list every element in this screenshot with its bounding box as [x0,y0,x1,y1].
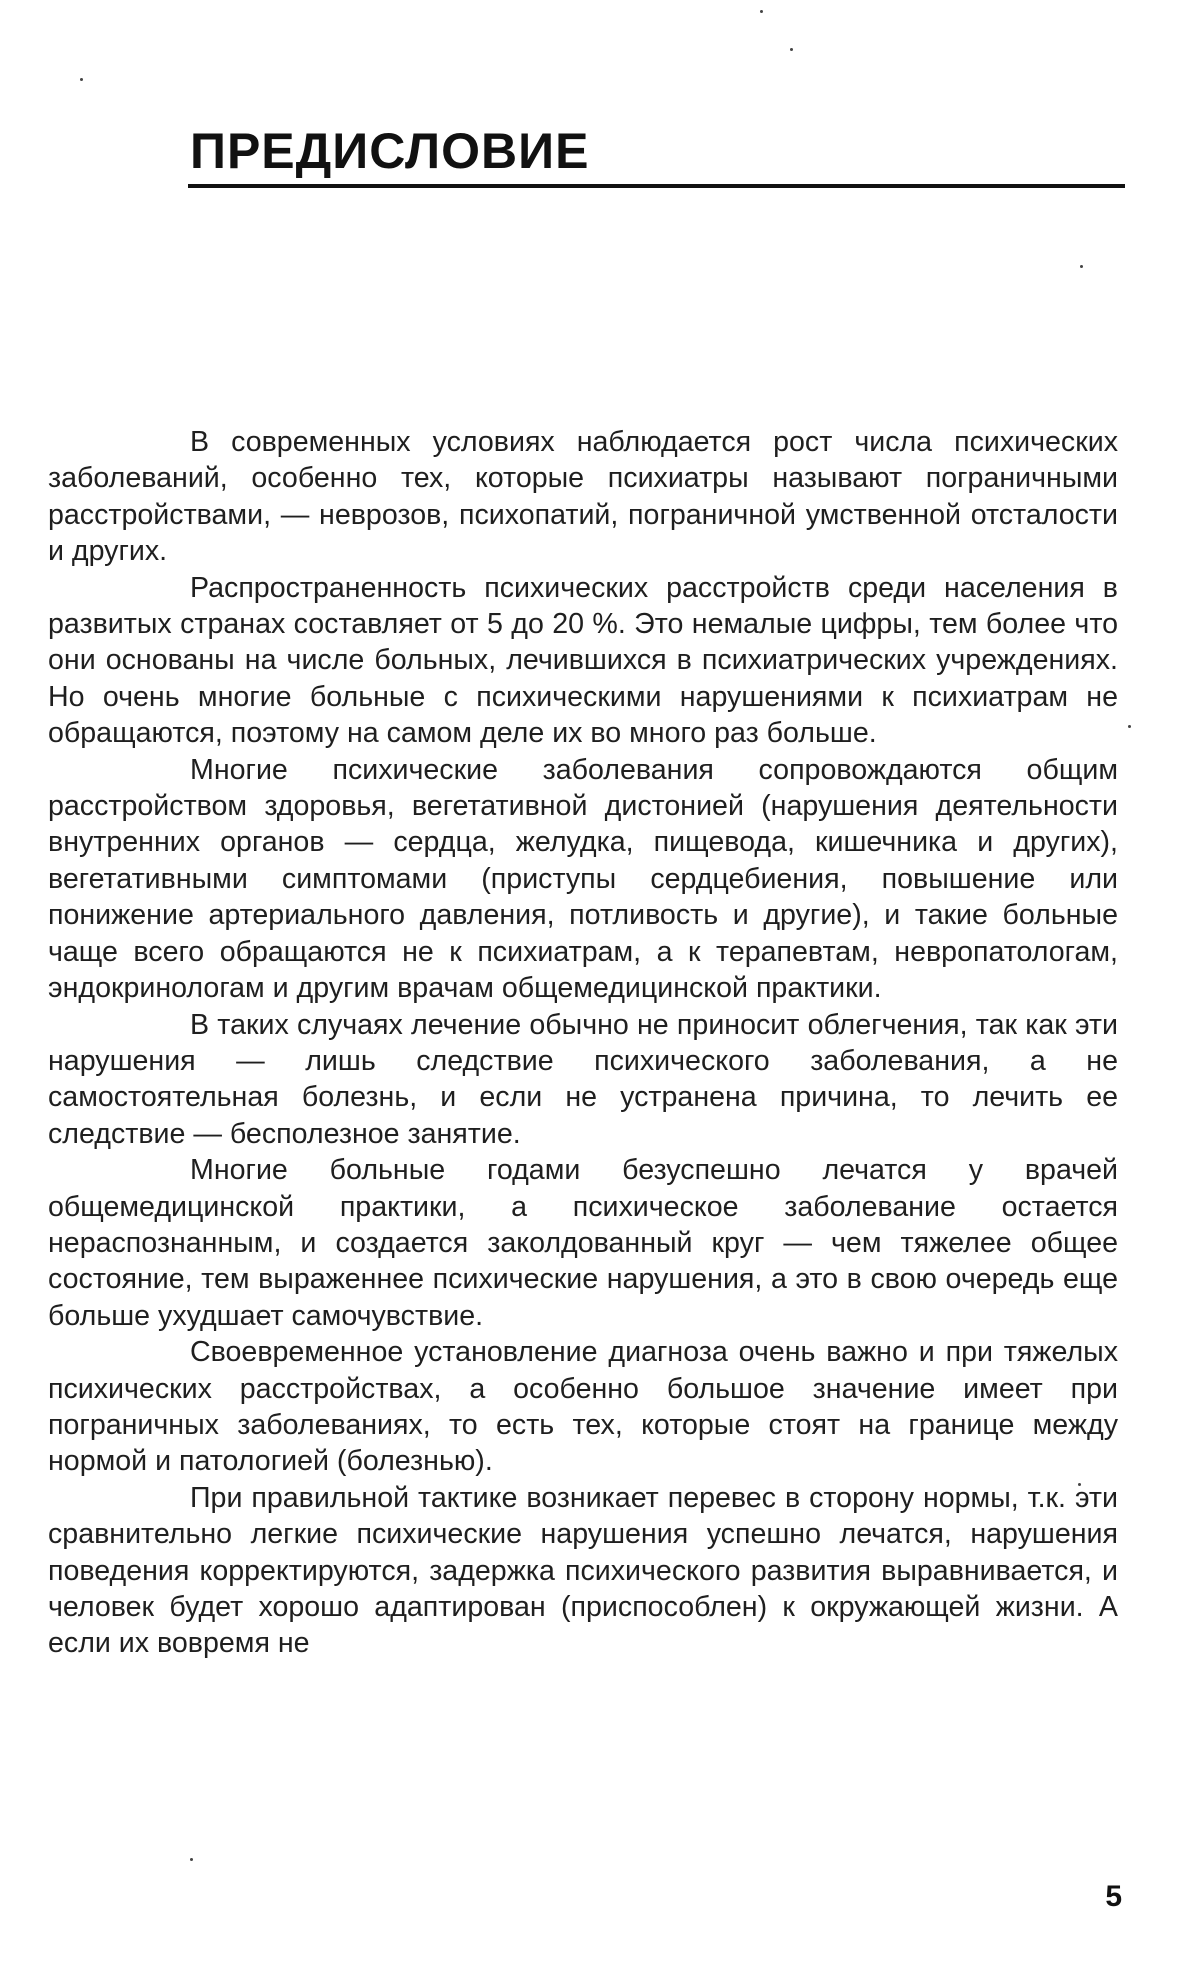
scan-speck [790,48,793,51]
paragraph: Своевременное установление диагноза очень важно и при тяжелых психических расстройствах, а особенно большое значение имеет при пограничных заболеваниях, то есть тех, которые стоят на границе между нормой и патологией (болезнью). [48,1336,1118,1478]
scan-speck [760,10,763,13]
scan-speck [190,1858,193,1861]
paragraph: В современных условиях наблюдается рост числа психических заболеваний, особенно тех, которые психиатры называют пограничными расстройствами, — неврозов, психопатий, пограничной умственной отсталости и других. [48,426,1118,568]
paragraph: В таких случаях лечение обычно не приносит облегчения, так как эти нарушения — лишь следствие психического заболевания, а не самостоятельная болезнь, и если не устранена причина, то лечить ее следствие — бесполезное занятие. [48,1008,1118,1150]
scan-speck [1128,725,1131,728]
page-number: 5 [1105,1880,1122,1913]
title-underline [188,184,1125,188]
paragraph: Многие психические заболевания сопровождаются общим расстройством здоровья, вегетативной дистонией (нарушения деятельности внутренних органов — сердца, желудка, пищевода, кишечника и других), вегетативными симптомами (приступы сердцебиения, повышение или понижение артериального давления, потливость и другие), и такие больные чаще всего обращаются не к психиатрам, а к терапевтам, невропатологам, эндокринологам и другим врачам общемедицинской практики. [48,753,1118,1005]
paragraph: Распространенность психических расстройств среди населения в развитых странах составляет от 5 до 20 %. Это немалые цифры, тем более что они основаны на числе больных, лечившихся в психиатрических учреждениях. Но очень многие больные с психическими нарушениями к психиатрам не обращаются, поэтому на самом деле их во много раз больше. [48,571,1118,750]
paragraph: Многие больные годами безуспешно лечатся у врачей общемедицинской практики, а психическое заболевание остается нераспознанным, и создается заколдованный круг — чем тяжелее общее состояние, тем выраженнее психические нарушения, а это в свою очередь еще больше ухудшает самочувствие. [48,1154,1118,1332]
paragraph: При правильной тактике возникает перевес в сторону нормы, т.к. эти сравнительно легкие психические нарушения успешно лечатся, нарушения поведения корректируются, задержка психического развития выравнивается, и человек будет хорошо адаптирован (приспособлен) к окружающей жизни. А если их вовремя не [48,1481,1118,1660]
body-text [48,424,1118,1662]
scan-speck [80,78,83,81]
scan-speck [1080,265,1083,268]
page-title: ПРЕДИСЛОВИЕ [190,122,590,179]
